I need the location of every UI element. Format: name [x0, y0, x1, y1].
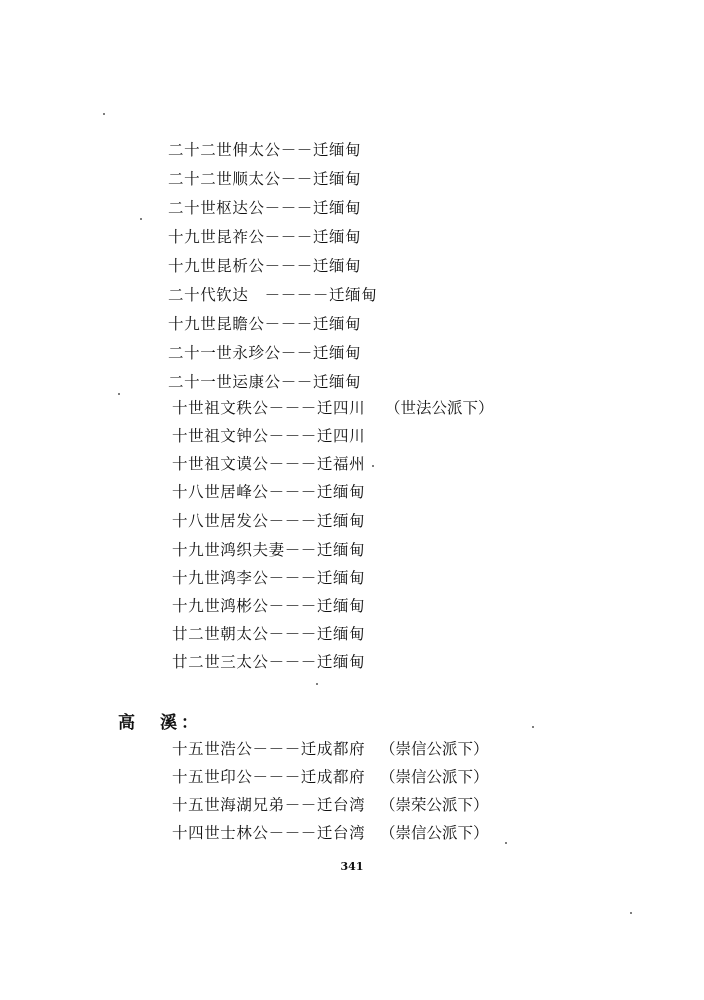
scan-speck [505, 842, 507, 844]
record-line: 十五世浩公－－－迁成都府 [172, 740, 366, 758]
lineage-note: （崇信公派下） [380, 824, 489, 842]
record-line: 十世祖文谟公－－－迁福州 [172, 455, 366, 473]
record-line: 二十二世顺太公－－迁缅甸 [168, 170, 362, 188]
record-line: 十九世鸿李公－－－迁缅甸 [172, 569, 366, 587]
record-line: 廿二世三太公－－－迁缅甸 [172, 653, 366, 671]
record-line: 十八世居发公－－－迁缅甸 [172, 512, 366, 530]
record-line: 十五世印公－－－迁成都府 [172, 768, 366, 786]
scan-speck [630, 912, 632, 914]
lineage-note: （崇信公派下） [380, 740, 489, 758]
scan-speck [316, 683, 318, 685]
record-line: 十五世海湖兄弟－－迁台湾 [172, 796, 366, 814]
lineage-note: （崇荣公派下） [380, 796, 489, 814]
record-line: 二十世枢达公－－－迁缅甸 [168, 199, 362, 217]
lineage-note: （崇信公派下） [380, 768, 489, 786]
scan-speck [140, 218, 142, 220]
scan-speck [118, 393, 120, 395]
section-heading: 高 溪： [118, 713, 202, 733]
record-line: 十九世鸿彬公－－－迁缅甸 [172, 597, 366, 615]
record-line: 十九世昆瞻公－－－迁缅甸 [168, 315, 362, 333]
record-line: 二十一世永珍公－－迁缅甸 [168, 344, 362, 362]
lineage-note: （世法公派下） [385, 399, 494, 417]
scan-speck [532, 726, 534, 728]
page-number: 341 [340, 860, 364, 873]
record-line: 二十一世运康公－－迁缅甸 [168, 373, 362, 391]
record-line: 十九世鸿织夫妻－－迁缅甸 [172, 541, 366, 559]
record-line: 十四世士林公－－－迁台湾 [172, 824, 366, 842]
record-line: 廿二世朝太公－－－迁缅甸 [172, 625, 366, 643]
record-line: 二十二世伸太公－－迁缅甸 [168, 141, 362, 159]
record-line: 二十代钦达 －－－－迁缅甸 [168, 286, 378, 304]
record-line: 十九世昆析公－－－迁缅甸 [168, 257, 362, 275]
scan-speck [103, 113, 105, 115]
record-line: 十八世居峰公－－－迁缅甸 [172, 483, 366, 501]
record-line: 十世祖文秩公－－－迁四川 [172, 399, 366, 417]
scan-speck [372, 465, 374, 467]
record-line: 十世祖文钟公－－－迁四川 [172, 427, 366, 445]
record-line: 十九世昆祚公－－－迁缅甸 [168, 228, 362, 246]
